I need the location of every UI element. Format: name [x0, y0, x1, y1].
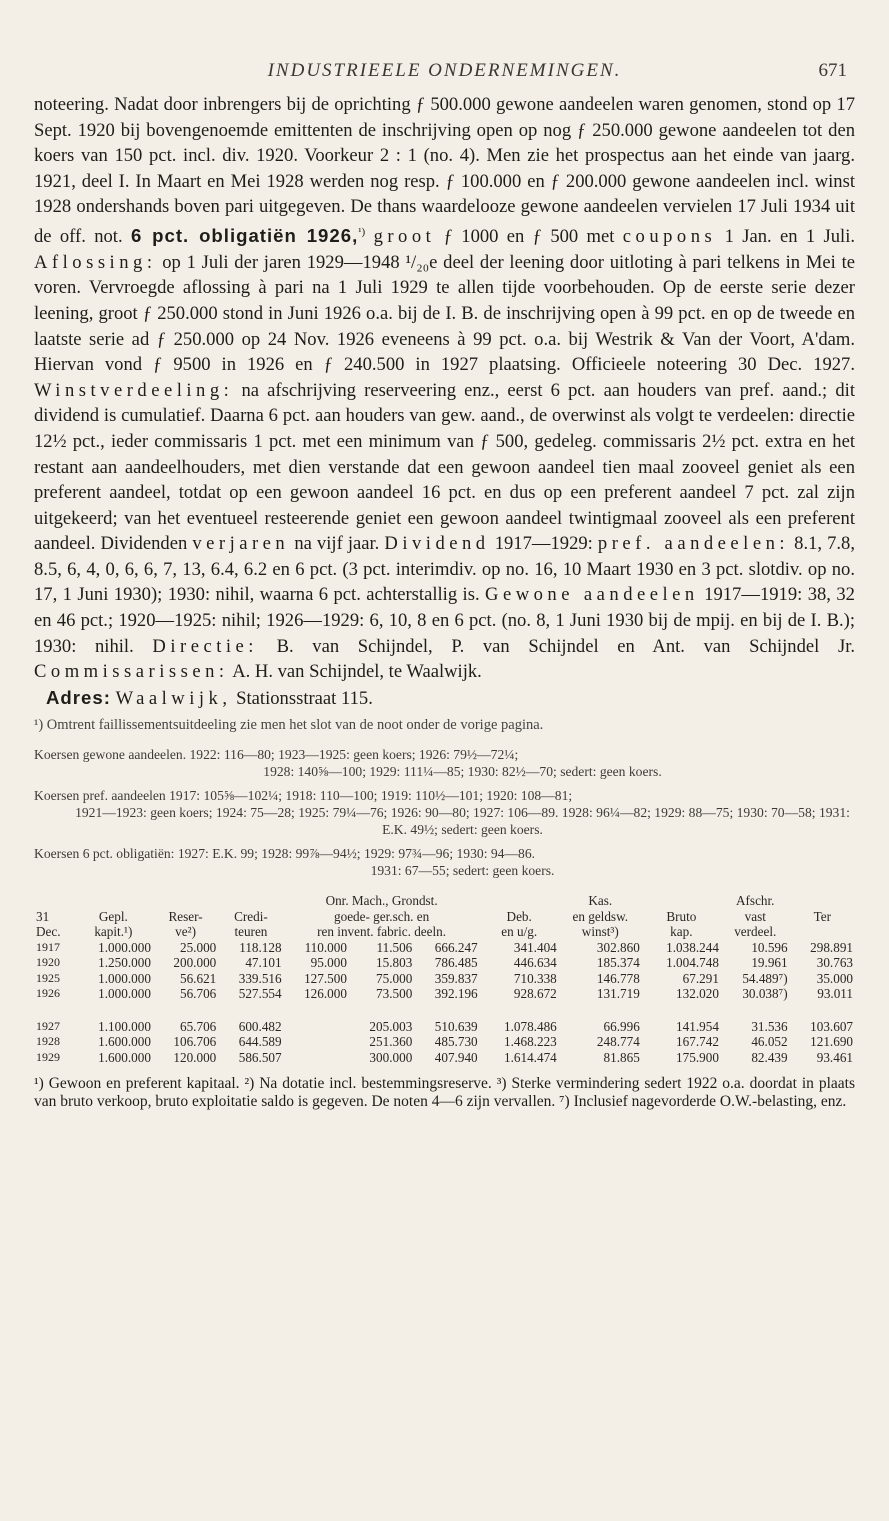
table-header: Onr. Mach., Grondst.	[325, 893, 438, 909]
table-cell: 1.614.474	[504, 1049, 557, 1065]
table-cell: 644.589	[238, 1034, 282, 1050]
table-cell: 118.128	[239, 939, 282, 955]
table-cell: 392.196	[434, 986, 478, 1002]
table-header: Gepl.	[98, 908, 128, 924]
table-cell: 15.803	[376, 955, 413, 971]
table-cell: 600.482	[238, 1018, 282, 1034]
table-cell: 298.891	[810, 939, 853, 955]
quote-line: 1931: 67—55; sedert: geen koers.	[370, 863, 555, 879]
table-header: Reser-	[168, 908, 203, 924]
table-cell: 120.000	[173, 1049, 217, 1065]
table-header: Ter	[813, 908, 831, 924]
table-cell: 1928	[36, 1034, 60, 1049]
quote-bonds	[34, 845, 855, 879]
table-cell: 25.000	[179, 939, 217, 955]
text-p4: op 1 Juli der jaren 1929—1948 ¹/₂₀e deel der leening door uitloting à pari telkens in Mei te voren. Vervroegde aflossing à pari na 1 Juli 1929 te allen tijde voorbehouden. Op de eerste serie dezer leening, groot ƒ 250.000 stond in Juni 1926 o.a. bij de I. B. de inschrijving open à 99 pct. en op de tweede en laatste serie ad ƒ 250.000 op 24 Nov. 1926 eveneens à 99 pct. o.a. bij Westrik & Van der Voort, A'dam. Hiervan vond ƒ 9500 in 1926 en ƒ 240.500 in 1927 plaatsing. Officieele noteering 30 Dec. 1927.	[34, 251, 855, 376]
table-cell: 527.554	[238, 986, 282, 1002]
table-cell: 75.000	[376, 970, 413, 986]
table-cell: 786.485	[434, 955, 478, 971]
quote-line: Koersen gewone aandeelen. 1922: 116—80; 1923—1925: geen koers; 1926: 79½—72¼;	[34, 747, 519, 763]
table-header	[790, 893, 855, 909]
table-row	[34, 1050, 855, 1066]
table-header: ve²)	[175, 924, 196, 940]
quote-line: Koersen pref. aandeelen 1917: 105⅝—102¼; 1918: 110—100; 1919: 110½—101; 1920: 108—81;	[34, 788, 573, 804]
text-p10: B. van Schijndel, P. van Schijndel en Ant. van Schijndel Jr.	[276, 635, 856, 657]
table-cell	[284, 1034, 349, 1050]
table-cell: 1.100.000	[98, 1018, 151, 1034]
table-header	[153, 893, 218, 909]
table-cell: 175.900	[676, 1049, 719, 1065]
table-cell: 127.500	[304, 970, 347, 986]
table-cell: 1929	[36, 1049, 60, 1064]
table-row	[34, 940, 855, 956]
table-header	[480, 893, 559, 909]
table-footnotes: ¹) Gewoon en preferent kapitaal. ²) Na dotatie incl. bestemmingsreserve. ³) Sterke vermindering sedert 1922 o.a. doordat in plaats van bruto verkoop, bruto exploitatie saldo is gegeven. De noten 4—6 zijn vervallen. ⁷) Inclusief nagevorderde O.W.-belasting, enz.	[34, 1075, 855, 1110]
quote-line: 1921—1923: geen koers; 1924: 75—28; 1925: 79¼—76; 1926: 90—80; 1927: 106—89. 1928: 96¼—82; 1929: 88—75; 1930: 70—58; 1931: E.K. 49½; sedert: geen koers.	[75, 805, 850, 838]
table-header: teuren	[234, 924, 268, 940]
table-header: Afschr.	[736, 893, 775, 909]
dividend-label: Dividend	[384, 533, 490, 555]
text-p11: A. H. van Schijndel, te Waalwijk.	[232, 661, 482, 683]
table-header: vast	[744, 908, 766, 924]
table-cell: 131.719	[596, 986, 640, 1002]
aflossing-label: Aflossing:	[34, 251, 157, 273]
table-cell	[284, 1050, 349, 1066]
table-cell: 1.000.000	[98, 970, 151, 986]
table-header: 31	[36, 908, 50, 924]
table-cell: 1.600.000	[98, 1034, 151, 1050]
table-header: winst³)	[581, 924, 619, 940]
table-header: Kas.	[588, 893, 613, 909]
quote-line: 1928: 140⅝—100; 1929: 111¼—85; 1930: 82½—70; sedert: geen koers.	[263, 764, 662, 780]
gewone-label: Gewone aandeelen	[485, 584, 699, 606]
table-cell	[284, 1002, 349, 1035]
table-row	[34, 955, 855, 971]
table-header: Dec.	[36, 924, 61, 940]
table-cell: 132.020	[676, 986, 719, 1002]
text-p8: 8.1, 7.8, 8.5, 6, 4, 0, 6, 6, 7, 13, 6.4, 6.2 en 6 pct. (3 pct. interimdiv. op no. 16, 10 Maart 1930 en 3 pct. slotdiv. op no. 17, 1 Juni 1930); 1930: nihil, waarna 6 pct. achterstallig is.	[34, 533, 855, 606]
table-cell: 126.000	[304, 986, 347, 1002]
table-cell: 1917	[36, 939, 60, 954]
table-cell: 341.404	[513, 939, 557, 955]
table-cell: 1.078.486	[504, 1018, 557, 1034]
table-cell: 1925	[36, 970, 60, 985]
table-header: Bruto	[666, 908, 697, 924]
table-header: kap.	[670, 924, 693, 940]
table-row	[34, 1034, 855, 1050]
table-header	[790, 924, 855, 940]
table-header-row	[34, 893, 855, 909]
table-cell: 106.706	[173, 1034, 217, 1050]
table-cell: 485.730	[434, 1034, 478, 1050]
table-cell: 93.461	[816, 1049, 853, 1065]
table-cell: 30.763	[816, 955, 853, 971]
footnote-1: ¹) Omtrent faillissementsuitdeeling zie men het slot van de noot onder de vorige pagina.	[34, 717, 544, 734]
table-cell: 146.778	[596, 970, 640, 986]
table-header-row	[34, 909, 855, 925]
table-header	[74, 893, 153, 909]
table-cell: 1.468.223	[504, 1034, 557, 1050]
page-number: 671	[818, 60, 847, 81]
table-cell: 54.489⁷)	[742, 970, 788, 986]
table-cell: 110.000	[304, 939, 347, 955]
winstverdeeling-label: Winstverdeeling:	[34, 379, 234, 401]
quote-line: Koersen 6 pct. obligatiën: 1927: E.K. 99; 1928: 99⅞—94½; 1929: 97¾—96; 1930: 94—86.	[34, 846, 536, 862]
table-cell: 67.291	[682, 970, 719, 986]
table-row	[34, 971, 855, 987]
table-cell: 1.250.000	[98, 955, 151, 971]
table-cell: 1.000.000	[98, 939, 151, 955]
text-p5: na afschrijving reserveering enz., eerst 6 pct. aan houders van pref. aand.; dit dividend is cumulatief. Daarna 6 pct. aan houders van gew. aand., de overwinst als volgt te verdeelen: directie 12½ pct., ieder commissaris 1 pct. met een minimum van ƒ 500, gedeleg. commissaris 2½ pct. extra en het restant aan aandeelhouders, met dien verstande dat een gewoon aandeel tien maal zooveel geniet als een preferent aandeel, totdat op een gewoon aandeel 16 pct. en dus op een preferent aandeel 7 pct. zal zijn uitgekeerd; van het eventueel resteerende geniet een gewoon aandeel twintigmaal zooveel als een preferent aandeel. Dividenden	[34, 379, 855, 555]
table-cell: 47.101	[245, 955, 282, 971]
table-cell: 1.004.748	[666, 955, 719, 971]
table-cell: 95.000	[310, 955, 347, 971]
table-cell: 19.961	[751, 955, 788, 971]
commissarissen-label: Commissarissen:	[34, 661, 229, 683]
quote-preferred-shares	[34, 787, 855, 838]
table-cell: 35.000	[816, 970, 853, 986]
text-p6: na vijf jaar.	[294, 533, 380, 555]
table-header: goede- ger.sch. en	[334, 908, 430, 924]
table-header	[642, 893, 721, 909]
text-p2: ƒ 1000 en ƒ 500 met	[443, 226, 615, 248]
table-cell: 359.837	[434, 970, 478, 986]
table-header	[218, 893, 283, 909]
table-cell: 510.639	[434, 1018, 478, 1034]
directie-label: Directie:	[152, 635, 258, 657]
table-header-row	[34, 924, 855, 940]
table-cell: 666.247	[434, 939, 478, 955]
running-title: INDUSTRIEELE ONDERNEMINGEN.	[267, 60, 622, 81]
table-cell: 31.536	[751, 1018, 788, 1034]
table-cell: 710.338	[513, 970, 557, 986]
table-cell: 73.500	[376, 986, 413, 1002]
table-cell: 30.038⁷)	[742, 986, 788, 1002]
table-cell: 300.000	[369, 1049, 413, 1065]
verjaren-label: verjaren	[192, 533, 290, 555]
quotations	[34, 746, 855, 879]
table-cell: 103.607	[810, 1018, 853, 1034]
table-cell: 93.011	[817, 986, 853, 1002]
quote-ordinary-shares	[34, 746, 855, 780]
table-cell: 407.940	[434, 1049, 478, 1065]
table-cell: 251.360	[369, 1034, 413, 1050]
table-cell: 1.000.000	[98, 986, 151, 1002]
table-cell: 81.865	[603, 1049, 640, 1065]
table-cell: 121.690	[810, 1034, 853, 1050]
adres-label: Adres:	[46, 686, 111, 708]
adres-place: Waalwijk,	[115, 687, 232, 709]
table-cell: 248.774	[596, 1034, 640, 1050]
table-header: verdeel.	[734, 924, 777, 940]
table-row	[34, 1002, 855, 1035]
text-p3: 1 Jan. en 1 Juli.	[724, 226, 856, 248]
table-cell: 11.506	[376, 939, 413, 955]
table-cell: 339.516	[238, 970, 282, 986]
text-p1: noteering. Nadat door inbrengers bij de oprichting ƒ 500.000 gewone aandeelen waren genomen, stond op 17 Sept. 1920 bij bovengenoemde emittenten de inschrijving open op nog ƒ 250.000 gewone aandeelen tot den koers van 150 pct. incl. div. 1920. Voorkeur 2 : 1 (no. 4). Men zie het prospectus aan het einde van jaarg. 1921, deel I. In Maart en Mei 1928 werden nog resp. ƒ 100.000 en ƒ 200.000 gewone aandeelen incl. winst 1928 ondershands boven pari uitgegeven. De thans waardelooze gewone aandeelen vervielen 17 Juli 1934 uit de off. not.	[34, 94, 855, 248]
table-header	[34, 893, 74, 909]
table-cell: 446.634	[513, 955, 557, 971]
table-cell: 302.860	[596, 939, 640, 955]
table-cell: 1927	[36, 1018, 60, 1033]
table-cell: 82.439	[751, 1049, 788, 1065]
table-header: kapit.¹)	[94, 924, 133, 940]
table-cell: 167.742	[676, 1034, 719, 1050]
table-cell: 65.706	[179, 1018, 217, 1034]
table-header: Credi-	[234, 908, 268, 924]
table-header: ren invent. fabric. deeln.	[317, 924, 447, 940]
main-paragraph	[34, 92, 855, 711]
table-cell: 928.672	[513, 986, 557, 1002]
table-row	[34, 986, 855, 1002]
table-cell: 141.954	[676, 1018, 719, 1034]
groot-label: groot	[373, 226, 436, 248]
text-p7: 1917—1929:	[494, 533, 593, 555]
table-cell: 200.000	[173, 955, 217, 971]
table-cell: 10.596	[751, 939, 788, 955]
table-cell: 66.996	[603, 1018, 640, 1034]
coupons-label: coupons	[622, 226, 717, 248]
table-cell: 56.706	[179, 986, 217, 1002]
obligations-heading: 6 pct. obligatiën 1926,	[130, 225, 359, 247]
table-cell: 1920	[36, 955, 60, 970]
footnote-ref: ¹)	[358, 225, 366, 238]
table-cell: 205.003	[369, 1018, 413, 1034]
table-cell: 56.621	[179, 970, 217, 986]
table-cell: 46.052	[751, 1034, 788, 1050]
financial-table	[34, 893, 855, 1065]
table-cell: 185.374	[596, 955, 640, 971]
table-cell: 586.507	[238, 1049, 282, 1065]
pref-label: pref. aandeelen:	[597, 533, 790, 555]
page-header	[34, 52, 855, 92]
adres-street: Stationsstraat 115.	[236, 687, 373, 709]
table-header: en geldsw.	[572, 908, 629, 924]
table-header: en u/g.	[501, 924, 538, 940]
table-header: Deb.	[506, 908, 532, 924]
table-cell: 1.038.244	[666, 939, 719, 955]
text-p9: 1917—1919: 38, 32 en 46 pct.; 1920—1925: nihil; 1926—1929: 6, 10, 8 en 6 pct. (no. 8, 1 Juni 1930 bij de mpij. en bij de I. B.); 1930: nihil.	[34, 584, 855, 657]
table-cell: 1.600.000	[98, 1049, 151, 1065]
table-cell: 1926	[36, 986, 60, 1001]
table-body	[34, 940, 855, 1066]
